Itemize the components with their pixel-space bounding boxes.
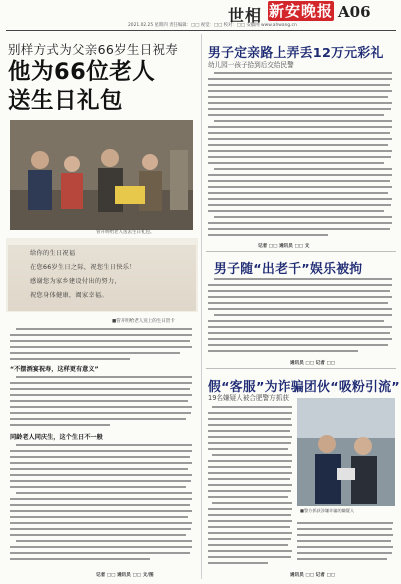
article-2-title: 男子定亲路上弄丢12万元彩礼: [208, 46, 384, 61]
headline-line-2: 送生日礼包: [8, 88, 124, 114]
article-divider-2: [206, 368, 396, 369]
page-number: A06: [338, 3, 371, 21]
article-2-subtitle: 幼儿园一孩子拾到后交给民警: [208, 61, 294, 69]
article-4-photo-caption: ■警方抓获涉嫌诈骗的嫌疑人: [300, 508, 355, 513]
masthead-divider: [6, 30, 396, 31]
headline-line-1: 他为66位老人: [8, 59, 156, 85]
article-photo-1: [10, 120, 193, 230]
article-2-body: [208, 70, 394, 242]
left-article-byline: 记者 □□ 通讯员 □□ 文/图: [96, 573, 154, 578]
sub-heading-2: 同龄老人同庆生，这个生日不一般: [10, 434, 103, 441]
article-body-block-3: [10, 442, 194, 570]
card-line-3: 感谢您为家乡建设付出的努力，: [30, 278, 121, 285]
article-body-block-1: [10, 326, 194, 362]
photo-people-illustration: [10, 120, 193, 230]
section-name: 世相: [228, 6, 263, 25]
article-2-byline: 记者 □□ 通讯员 □□ 文: [258, 244, 310, 249]
card-line-1: 给你的生日祝福: [30, 250, 76, 257]
article-kicker: 别样方式为父亲66岁生日祝寿: [8, 42, 179, 57]
article-4-byline: 通讯员 □□ 记者 □□: [290, 573, 336, 578]
sub-heading-1: “不摆酒宴祝寿，这样更有意义”: [10, 366, 99, 373]
article-4-body-continued: [297, 520, 395, 570]
article-3-byline: 通讯员 □□ 记者 □□: [290, 361, 336, 366]
newspaper-logo: 新安晚报: [268, 2, 333, 20]
text-lines-graphic: [10, 442, 194, 570]
masthead: [0, 0, 401, 30]
photo-police-illustration: [297, 398, 395, 506]
article-body-block-2: [10, 374, 194, 430]
article-headline: [8, 58, 198, 116]
article-4-photo: [297, 398, 395, 506]
text-lines-graphic: [208, 276, 394, 360]
text-lines-graphic: [10, 326, 194, 362]
column-divider: [201, 34, 202, 579]
article-3-body: [208, 276, 394, 360]
photo-2-caption: ■管开明给老人送上的生日贺卡: [112, 319, 175, 324]
text-lines-graphic: [10, 374, 194, 430]
photo-1-caption: 管开明给老人送去生日礼包。: [96, 230, 155, 235]
article-divider-1: [206, 251, 396, 252]
text-lines-graphic: [208, 70, 394, 242]
text-lines-graphic: [297, 520, 395, 570]
card-line-2: 在您66岁生日之际，祝您生日快乐！: [30, 264, 136, 271]
article-3-title: 男子随“出老千”娱乐被拘: [214, 262, 363, 277]
card-line-4: 祝您身体健康，阖家幸福。: [30, 292, 108, 299]
edition-info: 2021.02.25 星期四 责任编辑：□□ 视觉：□□ 校对：□□ 安徽网 www.ahwang.cn: [128, 23, 297, 28]
article-4-title: 假“客服”为诈骗团伙“吸粉引流”: [208, 380, 401, 395]
article-4-body: [208, 404, 294, 570]
text-lines-graphic: [208, 404, 294, 570]
article-4-subtitle: 19名嫌疑人被合肥警方抓获: [208, 394, 289, 402]
